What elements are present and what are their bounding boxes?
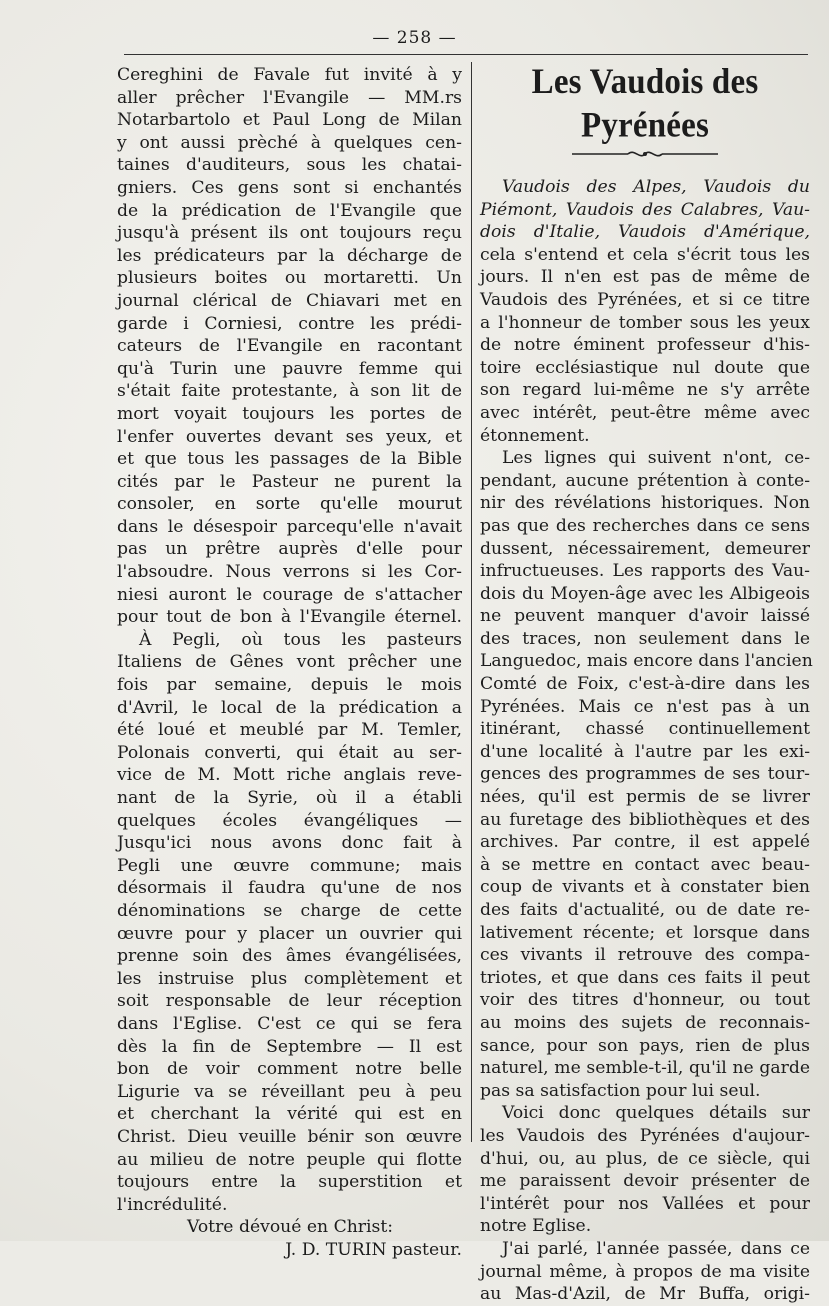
right-column-line: les Vaudois des Pyrénées d'aujour- [480,1125,810,1146]
left-column-line: Jusqu'ici nous avons donc fait à [117,833,462,854]
left-column-line: Italiens de Gênes vont prêcher une [117,652,462,673]
left-column-line: gniers. Ces gens sont si enchantés [117,177,462,198]
right-column-line: lativement récente; et lorsque dans [480,922,810,943]
left-column-line: fois par semaine, depuis le mois [117,675,462,696]
left-column-line: dans le désespoir parcequ'elle n'avait [117,516,462,537]
signature-name: J. D. TURIN pasteur. [285,1239,462,1260]
left-column-line: l'incrédulité. [117,1194,228,1215]
right-column-line: Vaudois des Pyrénées, et si ce titre [480,289,810,310]
right-column-line: notre Eglise. [480,1216,592,1237]
left-column-line: quelques écoles évangéliques — [117,810,462,831]
left-column-line: cateurs de l'Evangile en racontant [117,336,462,357]
left-column-line: niesi auront le courage de s'attacher [117,584,462,605]
left-column-line: les instruise plus complètement et [117,968,462,989]
right-column-line: nées, qu'il est permis de se livrer [480,787,810,808]
right-column-line: d'hui, ou, au plus, de ce siècle, qui [480,1148,810,1169]
left-column-line: Notarbartolo et Paul Long de Milan [117,110,462,131]
left-column-line: aller prêcher l'Evangile — MM.rs [117,87,462,108]
right-column-line: dois d'Italie, Vaudois d'Amérique, [480,222,810,243]
right-column-line: sance, pour son pays, rien de plus [480,1035,810,1056]
right-column-line: pas sa satisfaction pour lui seul. [480,1080,761,1101]
right-column-line: naturel, me semble-t-il, qu'il ne garde [480,1058,810,1079]
left-column-line: taines d'auditeurs, sous les chatai- [117,155,462,176]
right-column-line: étonnement. [480,425,590,446]
article-title: Les Vaudois des Pyrénées [531,62,759,146]
left-column-line: Christ. Dieu veuille bénir son œuvre [117,1126,462,1147]
right-column-text [480,176,813,1306]
right-column-line: ces vivants il retrouve des compa- [480,945,810,966]
left-column-line: À Pegli, où tous les pasteurs [139,629,462,650]
left-column-line: dans l'Eglise. C'est ce qui se fera [117,1013,462,1034]
right-column-line: Pyrénées. Mais ce n'est pas à un [480,696,810,717]
right-column-line: dois du Moyen-âge avec les Albigeois [480,583,810,604]
signature-closing: Votre dévoué en Christ: [187,1217,394,1238]
left-column-line: dès la fin de Septembre — Il est [117,1036,462,1057]
left-column-line: bon de voir comment notre belle [117,1059,462,1080]
right-column-line: J'ai parlé, l'année passée, dans ce [502,1238,810,1259]
left-column-line: pas un prêtre auprès d'elle pour [117,539,462,560]
right-column-line: gences des programmes de ses tour- [480,764,810,785]
left-column-line: de la prédication de l'Evangile que [117,200,462,221]
left-column-line: mort voyait toujours les portes de [117,403,462,424]
right-column-line: me paraissent devoir présenter de [480,1171,810,1192]
page-number: — 258 — [372,28,457,48]
left-column-line: les prédicateurs par la décharge de [117,245,462,266]
left-column-line: toujours entre la superstition et [117,1172,462,1193]
left-column-line: et cherchant la vérité qui est en [117,1104,462,1125]
right-column-line: cela s'entend et cela s'écrit tous les [480,244,810,265]
right-column-line: triotes, et que dans ces faits il peut [480,967,810,988]
right-column-line: Piémont, Vaudois des Calabres, Vau- [480,199,810,220]
right-column-line: au moins des sujets de reconnais- [480,1012,810,1033]
left-column-line: l'enfer ouvertes devant ses yeux, et [117,426,462,447]
right-column-line: jours. Il n'en est pas de même de [480,267,810,288]
right-column-line: journal même, à propos de ma visite [480,1261,810,1282]
right-column-line: ne peuvent manquer d'avoir laissé [480,606,810,627]
left-column-line: l'absoudre. Nous verrons si les Cor- [117,562,462,583]
right-column-line: au Mas-d'Azil, de Mr Buffa, origi- [480,1284,810,1305]
left-column-line: cités par le Pasteur ne purent la [117,471,462,492]
right-column-line: Comté de Foix, c'est-à-dire dans les [480,674,810,695]
right-column-line: à se mettre en contact avec beau- [480,854,810,875]
right-column-line: au furetage des bibliothèques et des [480,809,810,830]
right-column-line: son regard lui-même ne s'y arrête [480,380,810,401]
right-column-line: des traces, non seulement dans le [480,628,810,649]
right-column-line: nir des révélations historiques. Non [480,493,810,514]
header-rule [124,54,808,55]
right-column-line: des faits d'actualité, ou de date re- [480,900,810,920]
left-column-line: d'Avril, le local de la prédication a [117,697,462,718]
right-column-line: de notre éminent professeur d'his- [480,335,810,356]
right-column-line: dussent, nécessairement, demeurer [480,538,810,559]
right-column-line: itinérant, chassé continuellement [480,719,810,740]
left-column-line: garde i Corniesi, contre les prédi- [117,313,462,334]
left-column-text [117,64,462,1216]
left-column-line: dénominations se charge de cette [117,900,462,921]
right-column-line: archives. Par contre, il est appelé [480,832,810,853]
left-column-line: vice de M. Mott riche anglais reve- [117,765,462,786]
left-column [117,64,462,1261]
right-column-line: a l'honneur de tomber sous les yeux [480,312,810,333]
right-column-line: Les lignes qui suivent n'ont, ce- [502,448,810,469]
right-column-line: d'une localité à l'autre par les exi- [480,741,810,762]
left-column-line: Ligurie va se réveillant peu à peu [117,1081,462,1102]
right-column-line: pendant, aucune prétention à conte- [480,470,810,491]
left-column-line: au milieu de notre peuple qui flotte [117,1149,462,1170]
left-column-line: soit responsable de leur réception [117,991,462,1012]
right-column-line: Vaudois des Alpes, Vaudois du [502,177,810,197]
left-column-line: été loué et meublé par M. Temler, [117,720,462,741]
left-column-line: plusieurs boites ou mortaretti. Un [117,268,462,289]
left-column-line: Polonais converti, qui était au ser- [117,742,462,763]
right-column-line: l'intérêt pour nos Vallées et pour [480,1193,810,1214]
left-column-line: prenne soin des âmes évangélisées, [117,946,462,967]
left-column-line: journal clérical de Chiavari met en [117,290,462,311]
left-column-line: et que tous les passages de la Bible [117,449,462,470]
left-column-line: qu'à Turin une pauvre femme qui [117,358,462,379]
column-divider [471,62,472,1142]
right-column-line: infructueuses. Les rapports des Vau- [480,561,810,582]
right-column-line: toire ecclésiastique nul doute que [480,357,810,378]
left-column-line: s'était faite protestante, à son lit de [117,381,462,402]
right-column-line: Voici donc quelques détails sur [502,1103,810,1124]
left-column-line: Cereghini de Favale fut invité à y [117,65,462,85]
left-column-line: pour tout de bon à l'Evangile éternel. [117,607,462,628]
left-column-line: consoler, en sorte qu'elle mourut [117,494,462,515]
left-column-line: jusqu'à présent ils ont toujours reçu [117,223,462,244]
left-column-line: y ont aussi prèché à quelques cen- [117,132,462,153]
right-column-line: Languedoc, mais encore dans l'ancien [480,651,813,672]
right-column-line: pas que des recherches dans ce sens [480,515,810,536]
left-column-line: désormais il faudra qu'une de nos [117,878,462,899]
left-column-line: Pegli une œuvre commune; mais [117,855,462,876]
right-column [480,62,813,1306]
right-column-line: voir des titres d'honneur, ou tout [480,990,810,1011]
right-column-line: avec intérêt, peut-être même avec [480,402,810,423]
left-column-line: nant de la Syrie, où il a établi [117,788,462,808]
right-column-line: coup de vivants et à constater bien [480,877,810,898]
left-column-line: œuvre pour y placer un ouvrier qui [117,923,462,944]
ornament-divider-icon [570,148,720,160]
